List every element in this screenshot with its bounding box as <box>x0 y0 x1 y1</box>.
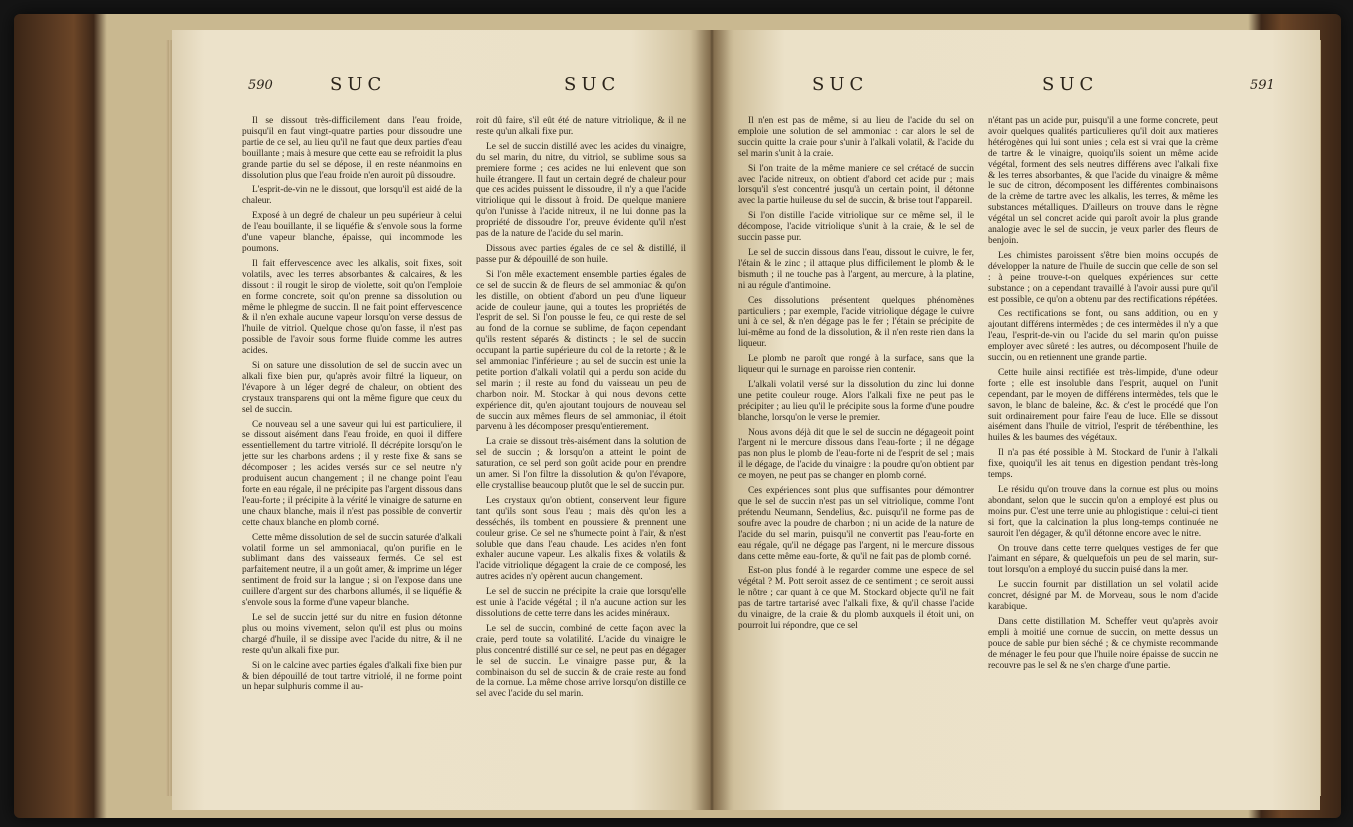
paragraph: Le résidu qu'on trouve dans la cornue est plus ou moins abondant, selon que le succin qu'on a employé est plus ou moins pur. C'est une terre unie au phlogistique : celui-ci tient si fort, que la calcination la plus long-temps continuée ne sauroit l'en dégager, & qu'il détonne encore avec le nitre. <box>988 485 1218 539</box>
left-page <box>172 30 712 810</box>
paragraph: Si l'on distille l'acide vitriolique sur ce même sel, il le décompose, l'acide vitriolique s'unit à la craie, & le sel de succin passe pur. <box>738 211 974 244</box>
paragraph: Exposé à un degré de chaleur un peu supérieur à celui de l'eau bouillante, il se liquéfie & s'envole sous la forme d'une vapeur blanche, épaisse, qui incommode les poumons. <box>242 211 462 254</box>
paragraph: Le sel de succin distillé avec les acides du vinaigre, du sel marin, du nitre, du vitriol, se sublime sous sa premiere forme ; ces acides ne lui enlevent que son huile étrangere. Il faut un certain degré de chaleur pour que ces acides puissent le dissoudre, il n'y a que l'acide vitriolique qui le dissout à froid. De quelque maniere qu'on l'unisse à l'acide nitreux, il ne lui donne pas la propriété de dissoudre l'or, preuve évidente qu'il n'est pas de la nature de l'acide du sel marin. <box>476 141 686 240</box>
paragraph: Il se dissout très-difficilement dans l'eau froide, puisqu'il en faut vingt-quatre parties pour dissoudre une partie de ce sel, au lieu qu'il ne faut que deux parties d'eau bouillante ; mais à mesure que cette eau se refroidit la plus grande partie du sel se dépose, il en reste néanmoins en dissolution plus que l'eau froide n'en auroit pû dissoudre. <box>242 116 462 181</box>
paragraph: Cette même dissolution de sel de succin saturée d'alkali volatil forme un sel ammoniacal, qu'on purifie en le sublimant dans des vaisseaux fermés. Ce sel est parfaitement neutre, il a un goût amer, & imprime un léger sentiment de froid sur la langue ; si on l'expose dans une cuillere d'argent sur des charbons allumés, il se liquéfie & s'envole sous la forme d'une vapeur blanche. <box>242 532 462 609</box>
paragraph: Le sel de succin jetté sur du nitre en fusion détonne plus ou moins vivement, selon qu'il est plus ou moins chargé d'huile, il se dissipe avec l'acide du nitre, & il ne reste qu'un alkali fixe pur. <box>242 612 462 656</box>
paragraph: Si l'on traite de la même maniere ce sel crétacé de succin avec l'acide nitreux, on obtient d'abord cet acide pur ; mais lorsqu'il s'est concentré jusqu'à un certain point, il détonne avec la partie huileuse du sel de succin, & brise tout l'appareil. <box>738 163 974 207</box>
left-page-column-2 <box>476 116 686 804</box>
paragraph: Dissous avec parties égales de ce sel & distillé, il passe pur & dépouillé de son huile. <box>476 243 686 265</box>
paragraph: Le sel de succin ne précipite la craie que lorsqu'elle est unie à l'acide végétal ; il n'a aucune action sur les dissolutions de cette terre dans les acides minéraux. <box>476 587 686 619</box>
paragraph: Cette huile ainsi rectifiée est très-limpide, d'une odeur forte ; elle est insoluble dans l'esprit, auquel on l'unit cependant, par le moyen de différens intermèdes, tels que le savon, le blanc de baleine, &c. & c'est le procédé que l'on suit ordinairement pour faire l'eau de luce. Elle se dissout aisément dans l'huile de vitriol, l'esprit de térébenthine, les huiles & les baumes des végétaux. <box>988 367 1218 444</box>
paragraph: Il n'a pas été possible à M. Stockard de l'unir à l'alkali fixe, quoiqu'il les ait tenus en digestion pendant très-long temps. <box>988 448 1218 481</box>
paragraph: Les crystaux qu'on obtient, conservent leur figure tant qu'ils sont sous l'eau ; mais dès qu'on les a desséchés, ils tombent en poussiere & prennent une couleur grise. Ce sel ne s'humecte point à l'air, & n'est soluble que dans l'eau chaude. Les acides n'en font exhaler aucune vapeur. Les alkalis fixes & volatils & l'acide vitriolique dégagent la craie de ce composé, les autres acides n'y opèrent aucun changement. <box>476 495 686 583</box>
paragraph: Le sel de succin, combiné de cette façon avec la craie, perd toute sa volatilité. L'acide du vinaigre le plus concentré distillé sur ce sel, ne peut pas en dégager le sel de succin. Le vinaigre passe pur, & la combinaison du sel de succin & de craie reste au fond de la cornue. La même chose arrive lorsqu'on distille ce sel avec l'acide du sel marin. <box>476 623 686 700</box>
paragraph: Est-on plus fondé à le regarder comme une espece de sel végétal ? M. Pott seroit assez de ce sentiment ; ce seroit aussi le nôtre ; car quant à ce que M. Stockard objecte qu'il ne fait pas de tartre tartarisé avec l'alkali fixe, & qu'il chasse l'acide du vinaigre, de la craie & du plomb auxquels il étoit uni, on pourroit lui répondre, que ce sel <box>738 566 974 631</box>
paragraph: Dans cette distillation M. Scheffer veut qu'après avoir empli à moitié une cornue de succin, on mette dessus un pouce de sable pur bien séché ; & ce chymiste recommande de ménager le feu pour que l'huile noire épaisse de succin ne recouvre pas le sel & ne s'en charge d'une partie. <box>988 616 1218 671</box>
paragraph: Le plomb ne paroît que rongé à la surface, sans que la liqueur qui le surnage en paroisse rien contenir. <box>738 354 974 376</box>
left-page-column-1 <box>242 116 462 804</box>
paragraph: n'étant pas un acide pur, puisqu'il a une forme concrete, peut avoir quelques qualités particulieres qu'il doit aux matieres hétérogènes qui lui sont unies ; cela est si vrai que la crème de tartre & le vinaigre, quoiqu'ils soient un même acide végétal, forment des sels neutres différens avec l'alkali fixe & les terres absorbantes, & que l'acide du vinaigre & même le suc de citron, décomposent les différentes combinaisons de la crème de tartre avec les alkalis, les terres, & même les substances métalliques. D'ailleurs on trouve dans le règne végétal un sel concret acide qui paroît avoir la plus grande analogie avec le sel de succin, je veux parler des fleurs de benjoin. <box>988 116 1218 246</box>
left-running-head-2: SUC <box>564 74 621 95</box>
paragraph: Ce nouveau sel a une saveur qui lui est particuliere, il se dissout aisément dans l'eau froide, en quoi il differe essentiellement du tartre vitriolé. Il décrépite lorsqu'on le jette sur les charbons ardens ; il y reste fixe & sans se décomposer ; les acides versés sur ce sel neutre n'y produisent aucun changement ; il ne change point l'eau forte en eau régale, il ne précipite pas l'argent dissous dans l'eau-forte ; il précipite à la vérité le vinaigre de saturne en une chaux blanche, mais il n'est pas possible de convertir cette chaux blanche en plomb corné. <box>242 419 462 528</box>
left-running-head-1: SUC <box>330 74 387 95</box>
paragraph: Le sel de succin dissous dans l'eau, dissout le cuivre, le fer, l'étain & le zinc ; il attaque plus difficilement le plomb & le bismuth ; il ne touche pas à l'argent, au mercure, à la platine, ni au régule d'antimoine. <box>738 247 974 291</box>
paragraph: L'esprit-de-vin ne le dissout, que lorsqu'il est aidé de la chaleur. <box>242 185 462 207</box>
paragraph: On trouve dans cette terre quelques vestiges de fer que l'aimant en sépare, & quelquefois un peu de sel marin, sur-tout lorsqu'on a employé du succin puisé dans la mer. <box>988 543 1218 576</box>
paragraph: Le succin fournit par distillation un sel volatil acide concret, désigné par M. de Morveau, sous le nom d'acide karabique. <box>988 580 1218 613</box>
paragraph: Si l'on mêle exactement ensemble parties égales de ce sel de succin & de fleurs de sel ammoniac & qu'on les distille, on obtient d'abord un peu d'une liqueur acide de couleur jaune, qui a toutes les propriétés de l'esprit de sel. Si l'on pousse le feu, ce qui reste de sel au fond de la cornue se sublime, de façon cependant qu'ils restent séparés & distincts ; le sel de succin occupant la partie supérieure du col de la retorte ; & le sel ammoniac l'inférieure ; au sel de succin est unie la petite portion d'alkali volatil qui a perdu son acide du sel marin ; il reste au fond du vaisseau un peu de charbon noir. M. Stockar à qui nous devons cette expérience dit, qu'en ajoutant toujours de nouveau sel de succin aux mêmes fleurs de sel ammoniac, il étoit parvenu à les décomposer presqu'entierement. <box>476 269 686 433</box>
paragraph: roit dû faire, s'il eût été de nature vitriolique, & il ne reste qu'un alkali fixe pur. <box>476 116 686 137</box>
right-page-column-2 <box>988 116 1218 804</box>
left-page-number: 590 <box>248 78 273 93</box>
paragraph: Ces rectifications se font, ou sans addition, ou en y ajoutant différens intermèdes ; de ces intermèdes il n'y a que l'eau, l'esprit-de-vin ou l'acide du sel marin qu'on puisse employer avec sûreté : les autres, ou décomposent l'huile de succin, ou en retiennent une grande partie. <box>988 309 1218 364</box>
paragraph: Ces dissolutions présentent quelques phénomènes particuliers ; par exemple, l'acide vitriolique dégage le cuivre uni à ce sel, & n'en dégage pas le fer ; l'étain se précipite de lui-même au fond de la dissolution, & il n'en reste rien dans la liqueur. <box>738 295 974 350</box>
paragraph: L'alkali volatil versé sur la dissolution du zinc lui donne une petite couleur rouge. Alors l'alkali fixe ne peut pas le précipiter ; au lieu qu'il le précipite sous la forme d'une poudre blanche, lorsqu'on le verse le premier. <box>738 379 974 423</box>
right-page-number: 591 <box>1250 78 1275 93</box>
paragraph: Ces expériences sont plus que suffisantes pour démontrer que le sel de succin n'est pas un sel vitriolique, comme l'ont prétendu Neumann, Sendelius, &c. puisqu'il ne forme pas de soufre avec la poudre de charbon ; ni un acide de la nature de l'acide du sel marin, puisqu'il ne convertit pas l'eau-forte en eau régale, qu'il ne dégage pas l'argent, ni le mercure dissous dans cette même eau-forte, & qu'il ne fait pas de plomb corné. <box>738 486 974 562</box>
paragraph: Si on sature une dissolution de sel de succin avec un alkali fixe bien pur, qu'après avoir filtré la liqueur, on l'évapore à un léger degré de chaleur, on obtient des crystaux transparens qui ont la même figure que ceux du sel de succin. <box>242 361 462 415</box>
right-page-column-1 <box>738 116 974 804</box>
right-running-head-2: SUC <box>1042 74 1099 95</box>
paragraph: Il n'en est pas de même, si au lieu de l'acide du sel on emploie une solution de sel ammoniac : car alors le sel de succin quitte la craie pour s'unir à l'alkali volatil, & l'acide du sel marin s'unit à la craie. <box>738 116 974 159</box>
paragraph: Les chimistes paroissent s'être bien moins occupés de développer la nature de l'huile de succin que celle de son sel : à peine trouve-t-on quelques expériences sur cette substance ; on a cependant travaillé à l'avoir aussi pure qu'il est possible, ce qu'on a obtenu par des rectifications répétées. <box>988 250 1218 305</box>
right-page <box>712 30 1320 810</box>
paragraph: Il fait effervescence avec les alkalis, soit fixes, soit volatils, avec les terres absorbantes & calcaires, & les dissout : il rougit le sirop de violette, soit qu'on l'emploie en forme concrete, soit qu'on prenne sa dissolution ou même le phlegme de succin. Il ne fait point effervescence & il n'en exhale aucune vapeur lorsqu'on verse dessus de l'huile de vitriol. Quelque chose qu'on fasse, il n'est pas possible de l'avoir sous forme fluide comme les autres acides. <box>242 258 462 357</box>
paragraph: Si on le calcine avec parties égales d'alkali fixe bien pur & bien dépouillé de tout tartre vitriolé, il ne forme point un hepar sulphuris comme il au- <box>242 660 462 693</box>
right-running-head-1: SUC <box>812 74 869 95</box>
paragraph: La craie se dissout très-aisément dans la solution de sel de succin ; & lorsqu'on a atteint le point de saturation, ce sel perd son goût acide pour en prendre un amer. Si l'on filtre la dissolution & qu'on l'évapore, elle crystallise beaucoup plutôt que le sel de succin pur. <box>476 437 686 491</box>
paragraph: Nous avons déjà dit que le sel de succin ne dégageoit point l'argent ni le mercure dissous dans l'eau-forte ; il ne dégage pas non plus le plomb de l'eau-forte ni de l'esprit de sel ; mais il le dégage, de l'acide du vinaigre : la poudre qu'on obtient par ce moyen, ne peut pas se changer en plomb corné. <box>738 427 974 482</box>
